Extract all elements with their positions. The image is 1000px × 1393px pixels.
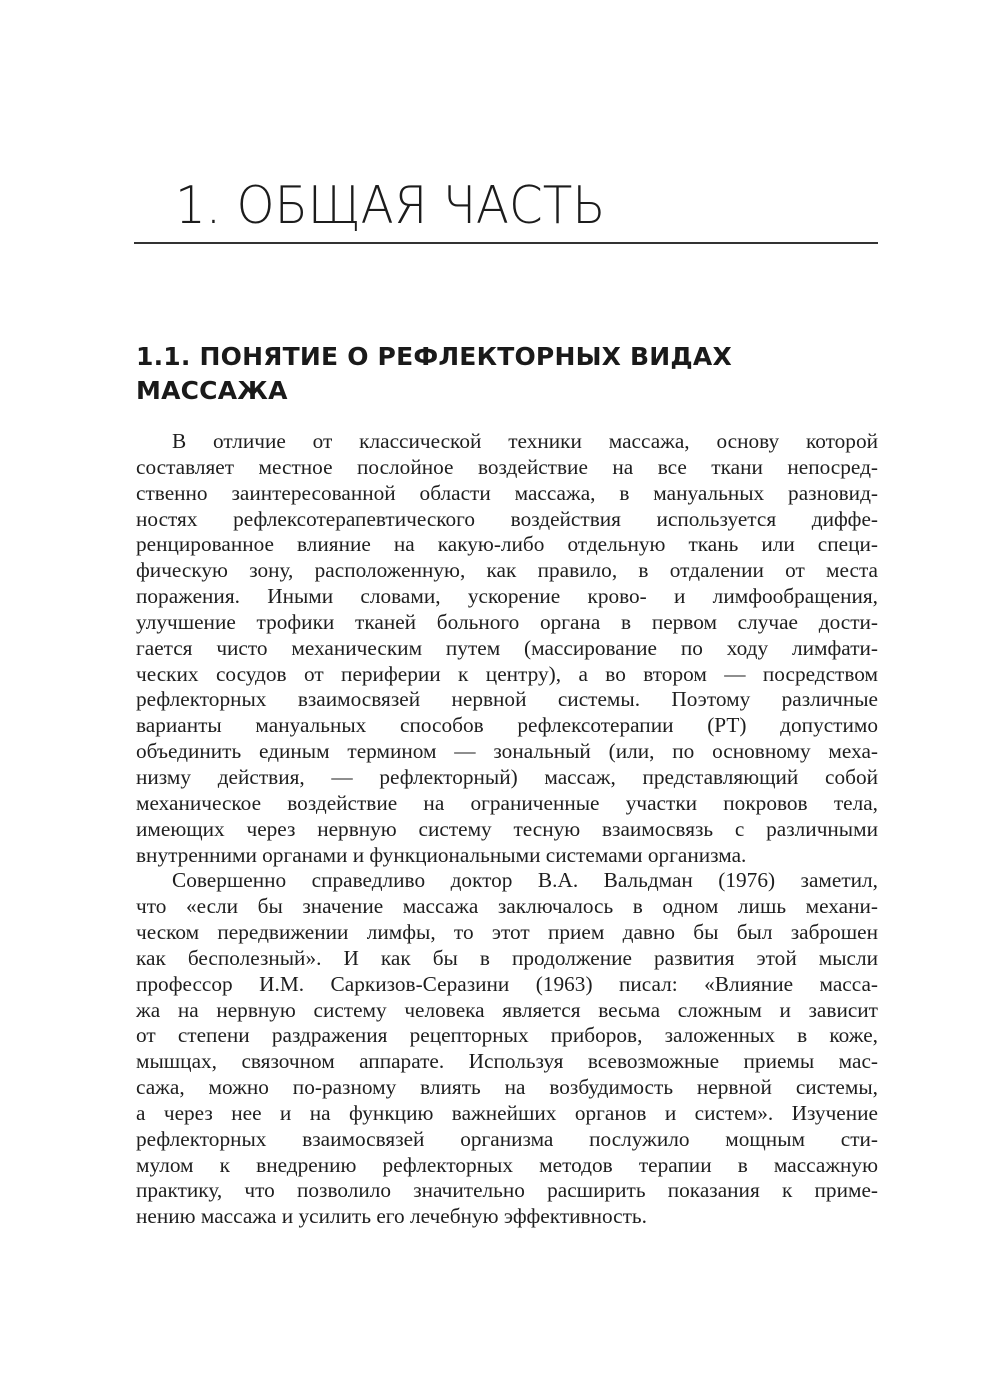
text-line: что «если бы значение массажа заключалось в одном лишь механи- — [136, 894, 878, 919]
text-line: ческом передвижении лимфы, то этот прием давно бы был заброшен — [136, 920, 878, 945]
text-line: улучшение трофики тканей больного органа в первом случае дости- — [136, 609, 878, 634]
text-line: как бесполезный». И как бы в продолжение развития этой мысли — [136, 945, 878, 970]
text-line: рефлекторных взаимосвязей нервной системы. Поэтому различные — [136, 687, 878, 712]
text-line: Совершенно справедливо доктор В.А. Вальдман (1976) заметил, — [172, 868, 878, 893]
body-text — [136, 429, 878, 1230]
text-line: ностях рефлексотерапевтического воздействия используется диффе- — [136, 506, 878, 531]
chapter-divider — [134, 242, 878, 244]
text-line: практику, что позволило значительно расширить показания к приме- — [136, 1178, 878, 1203]
text-line: объединить единым термином — зональный (или, по основному меха- — [136, 739, 878, 764]
text-line: рефлекторных взаимосвязей организма послужило мощным сти- — [136, 1126, 878, 1151]
text-line: от степени раздражения рецепторных приборов, заложенных в коже, — [136, 1023, 878, 1048]
text-line: механическое воздействие на ограниченные участки покровов тела, — [136, 790, 878, 815]
section-title-line: МАССАЖА — [136, 376, 288, 405]
text-line: В отличие от классической техники массажа, основу которой — [172, 429, 878, 453]
text-line: нению массажа и усилить его лечебную эффективность. — [136, 1204, 647, 1229]
text-line: ренцированное влияние на какую-либо отдельную ткань или специ- — [136, 532, 878, 557]
text-line: ческих сосудов от периферии к центру), а во втором — посредством — [136, 661, 878, 686]
chapter-title: 1. ОБЩАЯ ЧАСТЬ — [175, 176, 606, 236]
text-line: ственно заинтересованной области массажа, в мануальных разновид- — [136, 480, 878, 505]
text-line: а через нее и на функцию важнейших органов и систем». Изучение — [136, 1100, 878, 1125]
text-line: сажа, можно по-разному влиять на возбудимость нервной системы, — [136, 1075, 878, 1100]
text-line: имеющих через нервную систему тесную взаимосвязь с различными — [136, 816, 878, 841]
paragraph — [136, 868, 878, 1230]
text-line: профессор И.М. Саркизов-Серазини (1963) писал: «Влияние масса- — [136, 971, 878, 996]
text-line: низму действия, — рефлекторный) массаж, представляющий собой — [136, 764, 878, 789]
text-line: фическую зону, расположенную, как правило, в отдалении от места — [136, 558, 878, 583]
section-title-line: 1.1. ПОНЯТИЕ О РЕФЛЕКТОРНЫХ ВИДАХ — [136, 342, 732, 371]
text-line: составляет местное послойное воздействие на все ткани непосред- — [136, 454, 878, 479]
text-line: внутренними органами и функциональными системами организма. — [136, 842, 747, 867]
text-line: мулом к внедрению рефлекторных методов терапии в массажную — [136, 1152, 878, 1177]
section-title — [136, 340, 732, 408]
paragraph — [136, 429, 878, 868]
text-line: гается чисто механическим путем (массирование по ходу лимфати- — [136, 635, 878, 660]
text-line: варианты мануальных способов рефлексотерапии (РТ) допустимо — [136, 713, 878, 738]
text-line: жа на нервную систему человека является весьма сложным и зависит — [136, 997, 878, 1022]
text-line: мышцах, связочном аппарате. Используя всевозможные приемы мас- — [136, 1049, 878, 1074]
text-line: поражения. Иными словами, ускорение крово- и лимфообращения, — [136, 584, 878, 609]
